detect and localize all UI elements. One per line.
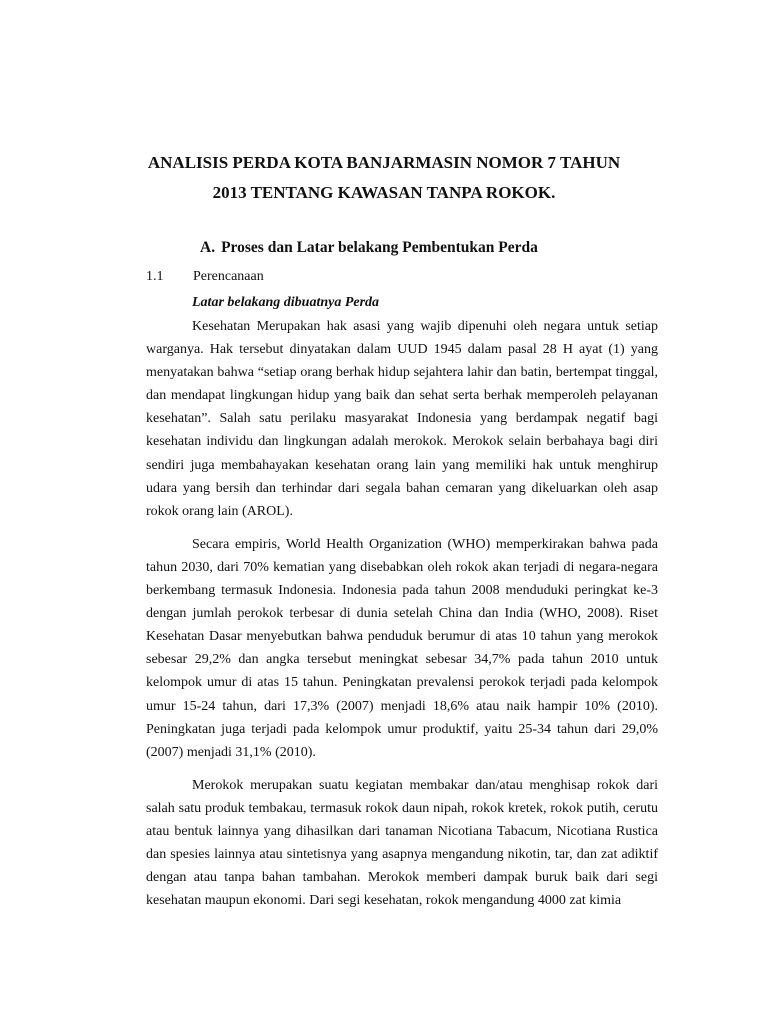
section-letter: A. (200, 239, 216, 256)
title-line-2: 2013 TENTANG KAWASAN TANPA ROKOK. (212, 183, 556, 202)
subsection-number: 1.1 (146, 269, 164, 284)
subheading: Latar belakang dibuatnya Perda (192, 295, 380, 310)
subsection-title: Perencanaan (193, 269, 264, 284)
paragraph: Secara empiris, World Health Organization (WHO) memperkirakan bahwa pada tahun 2030, dari 70% kematian yang disebabkan oleh rokok akan terjadi di negara-negara berkembang termasuk Indonesia. Indonesia pada tahun 2008 menduduki peringkat ke-3 dengan jumlah perokok terbesar di dunia setelah China dan India (WHO, 2008). Riset Kesehatan Dasar menyebutkan bahwa penduduk berumur di atas 10 tahun yang merokok sebesar 29,2% dan angka tersebut meningkat sebesar 34,7% pada tahun 2010 untuk kelompok umur di atas 15 tahun. Peningkatan prevalensi perokok terjadi pada kelompok umur 15-24 tahun, dari 17,3% (2007) menjadi 18,6% atau naik hampir 10% (2010). Peningkatan juga terjadi pada kelompok umur produktif, yaitu 25-34 tahun dari 29,0% (2007) menjadi 31,1% (2010). (146, 536, 658, 760)
subsection-heading (146, 266, 264, 288)
document-title (110, 148, 658, 208)
paragraph: Merokok merupakan suatu kegiatan membakar dan/atau menghisap rokok dari salah satu produk tembakau, termasuk rokok daun nipah, rokok kretek, rokok putih, cerutu atau bentuk lainnya yang dihasilkan dari tanaman Nicotiana Tabacum, Nicotiana Rustica dan spesies lainnya atau sintetisnya yang asapnya mengandung nikotin, tar, dan zat adiktif dengan atau tanpa bahan tambahan. Merokok memberi dampak buruk baik dari segi kesehatan maupun ekonomi. Dari segi kesehatan, rokok mengandung 4000 zat kimia (146, 777, 658, 909)
section-title: Proses dan Latar belakang Pembentukan Perda (221, 239, 538, 256)
paragraph: Kesehatan Merupakan hak asasi yang wajib dipenuhi oleh negara untuk setiap warganya. Hak tersebut dinyatakan dalam UUD 1945 dalam pasal 28 H ayat (1) yang menyatakan bahwa “setiap orang berhak hidup sejahtera lahir dan batin, bertempat tinggal, dan mendapat lingkungan hidup yang baik dan sehat serta berhak memperoleh pelayanan kesehatan”. Salah satu perilaku masyarakat Indonesia yang berdampak negatif bagi kesehatan individu dan lingkungan adalah merokok. Merokok selain berbahaya bagi diri sendiri juga membahayakan kesehatan orang lain yang memiliki hak untuk menghirup udara yang bersih dan terhindar dari segala bahan cemaran yang dikeluarkan oleh asap rokok orang lain (AROL). (146, 319, 658, 519)
section-heading (200, 236, 620, 260)
body-text (146, 315, 658, 922)
title-line-1: ANALISIS PERDA KOTA BANJARMASIN NOMOR 7 TAHUN (147, 153, 621, 172)
